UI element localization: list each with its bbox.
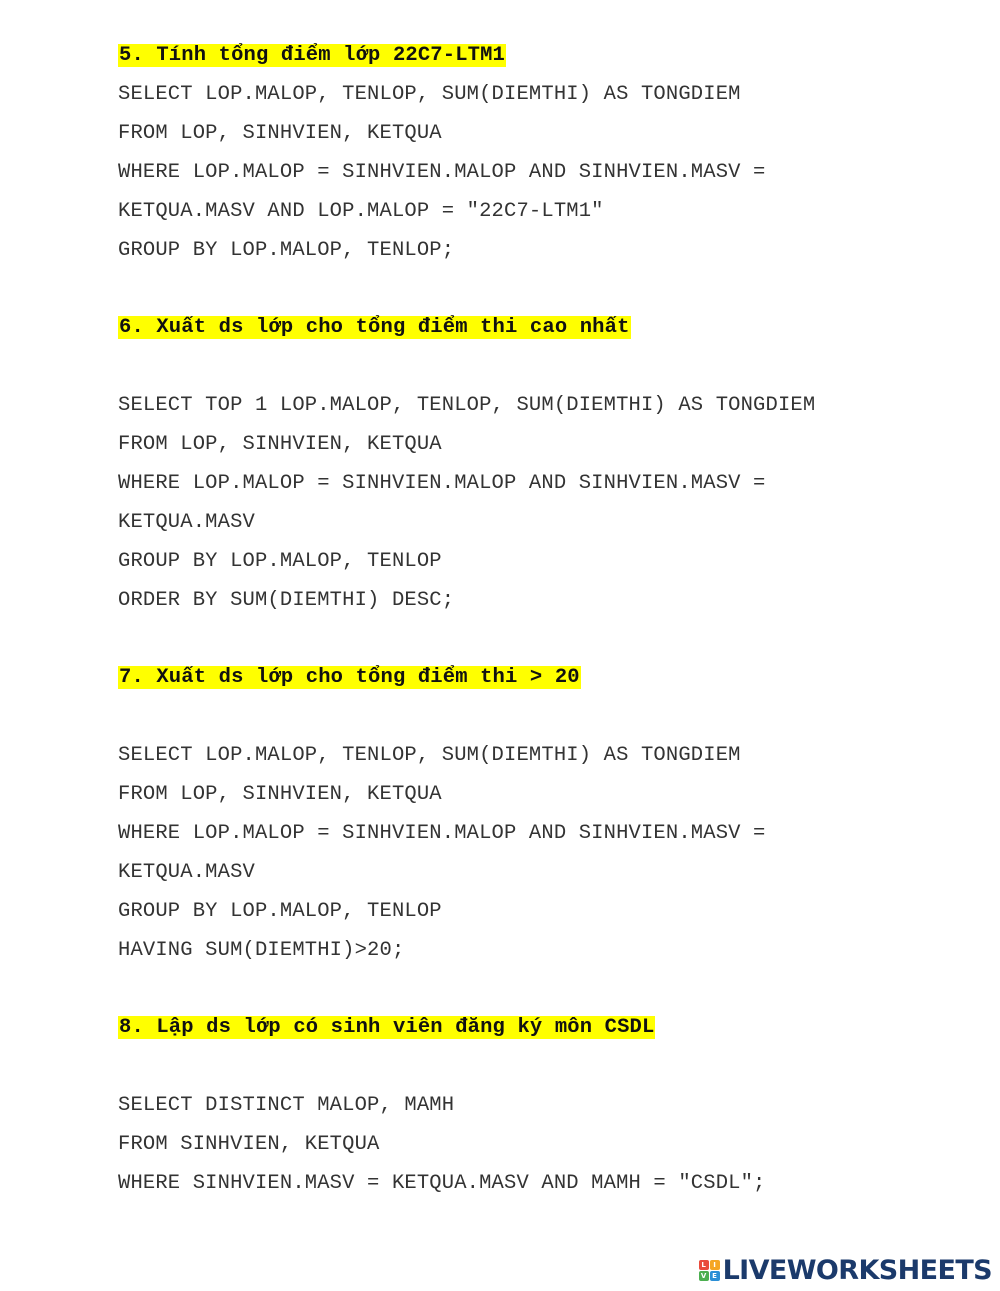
code-line: WHERE LOP.MALOP = SINHVIEN.MALOP AND SINHVIEN.MASV =: [118, 472, 766, 495]
code-line: WHERE SINHVIEN.MASV = KETQUA.MASV AND MAMH = "CSDL";: [118, 1172, 766, 1195]
logo-mark-tile: I: [710, 1260, 720, 1270]
section-heading: 5. Tính tổng điểm lớp 22C7-LTM1: [119, 44, 506, 67]
code-line: GROUP BY LOP.MALOP, TENLOP: [118, 900, 442, 923]
code-line: SELECT LOP.MALOP, TENLOP, SUM(DIEMTHI) AS TONGDIEM: [118, 83, 741, 106]
code-line: FROM LOP, SINHVIEN, KETQUA: [118, 783, 442, 806]
code-line: SELECT DISTINCT MALOP, MAMH: [118, 1094, 455, 1117]
code-line: KETQUA.MASV AND LOP.MALOP = "22C7-LTM1": [118, 200, 604, 223]
logo-text: LIVEWORKSHEETS: [722, 1254, 992, 1286]
logo-mark-tile: V: [699, 1271, 709, 1281]
logo-mark-tile: E: [710, 1271, 720, 1281]
code-line: FROM SINHVIEN, KETQUA: [118, 1133, 380, 1156]
code-line: ORDER BY SUM(DIEMTHI) DESC;: [118, 589, 455, 612]
liveworksheets-logo[interactable]: [699, 1255, 992, 1285]
code-line: GROUP BY LOP.MALOP, TENLOP;: [118, 239, 455, 262]
code-line: WHERE LOP.MALOP = SINHVIEN.MALOP AND SINHVIEN.MASV =: [118, 822, 766, 845]
section-heading: 8. Lập ds lớp có sinh viên đăng ký môn CSDL: [119, 1016, 655, 1039]
code-line: WHERE LOP.MALOP = SINHVIEN.MALOP AND SINHVIEN.MASV =: [118, 161, 766, 184]
section-heading: 6. Xuất ds lớp cho tổng điểm thi cao nhất: [119, 316, 630, 339]
code-line: FROM LOP, SINHVIEN, KETQUA: [118, 122, 442, 145]
logo-mark-tile: L: [699, 1260, 709, 1270]
code-line: HAVING SUM(DIEMTHI)>20;: [118, 939, 405, 962]
code-line: GROUP BY LOP.MALOP, TENLOP: [118, 550, 442, 573]
code-line: SELECT TOP 1 LOP.MALOP, TENLOP, SUM(DIEMTHI) AS TONGDIEM: [118, 394, 816, 417]
logo-mark-icon: [699, 1260, 720, 1281]
section-heading: 7. Xuất ds lớp cho tổng điểm thi > 20: [119, 666, 580, 689]
code-line: FROM LOP, SINHVIEN, KETQUA: [118, 433, 442, 456]
code-line: SELECT LOP.MALOP, TENLOP, SUM(DIEMTHI) AS TONGDIEM: [118, 744, 741, 767]
code-line: KETQUA.MASV: [118, 511, 255, 534]
code-line: KETQUA.MASV: [118, 861, 255, 884]
